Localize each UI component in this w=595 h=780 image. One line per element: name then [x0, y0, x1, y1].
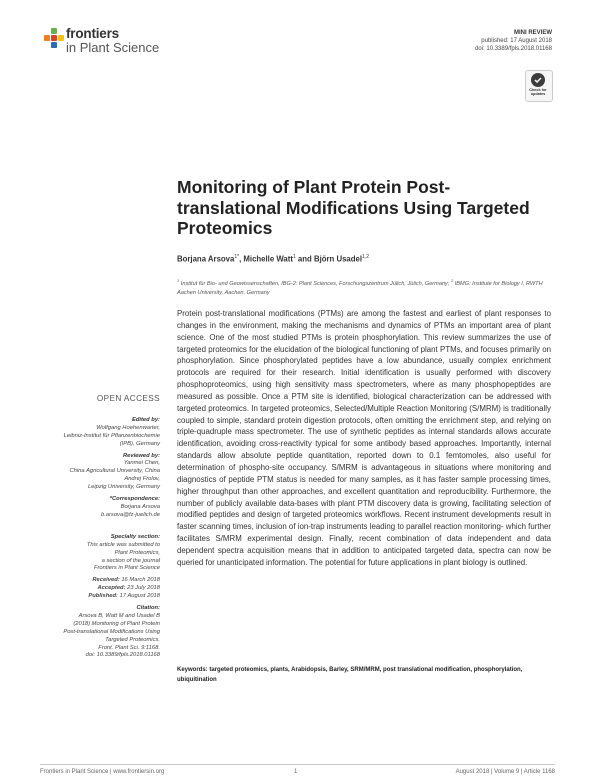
reviewer-line: Andrej Frolov,	[124, 476, 160, 483]
footer-journal-link[interactable]: Frontiers in Plant Science | www.frontiersin.org	[40, 769, 165, 775]
specialty-line: Plant Proteomics,	[114, 549, 160, 556]
citation-line: Targeted Proteomics.	[105, 636, 160, 643]
article-doi[interactable]: doi: 10.3389/fpls.2018.01168	[475, 46, 552, 52]
specialty-line: This article was submitted to	[86, 541, 160, 548]
article-type: MINI REVIEW	[513, 30, 552, 36]
frontiers-logo-icon	[44, 27, 64, 49]
citation-line: (2018) Monitoring of Plant Protein	[73, 620, 160, 627]
check-for-updates-button[interactable]	[525, 70, 551, 100]
author-list: Borjana Arsova$^{1*}$, Michelle Watt$^1$ and Björn Usadel$^{1,2}$	[177, 254, 369, 264]
edited-by-label: Edited by:	[131, 416, 160, 423]
citation-label: Citation:	[136, 605, 160, 612]
specialty-line: Frontiers in Plant Science	[93, 565, 160, 572]
keywords-text: targeted proteomics, plants, Arabidopsis, Barley, SRM/MRM, post translational modification, phosphorylation, ubiquitination	[177, 667, 523, 683]
author-name[interactable]: Michelle Watt	[243, 254, 293, 264]
reviewer-line: China Agricultural University, China	[69, 468, 160, 475]
footer-divider	[40, 764, 555, 765]
editor-line: Wolfgang Hoehenwarter,	[96, 424, 160, 431]
journal-name-line2: in Plant Science	[66, 40, 160, 55]
correspondence-name: Borjana Arsova	[120, 503, 160, 510]
published-date: published: 17 August 2018	[481, 38, 552, 44]
reviewer-line: Leipzig University, Germany	[87, 484, 160, 491]
article-title: Monitoring of Plant Protein Post-translational Modifications Using Targeted Proteomics	[177, 177, 530, 238]
check-updates-label: Check for updates	[529, 88, 547, 97]
author-name[interactable]: Borjana Arsova	[177, 254, 235, 264]
specialty-line: a section of the journal	[101, 557, 160, 564]
keywords-label: Keywords:	[177, 667, 208, 673]
journal-logo[interactable]	[44, 27, 174, 63]
received-date: Received: 16 March 2018	[92, 577, 160, 584]
page-number: 1	[294, 769, 298, 775]
specialty-section-label: Specialty section:	[110, 533, 160, 540]
abstract-text: Protein post-translational modifications (PTMs) are among the fastest and earliest of plant responses to changes in the environment, making the mechanisms and dynamics of PTMs an important area of plant science. One of the most studied PTMs is protein phosphorylation. This review summarizes the use of targeted proteomics for the elucidation of the biological functioning of plant PTMs, and focuses primarily on phosphorylation. Since phosphorylated peptides have a low abundance, usually complex enrichment protocols are required for their research. Initial identification is usually performed with discovery phosphoproteomics, using high sensitivity mass spectrometers, where as many phosphopeptides are measured as possible. Once a PTM site is identified, biological characterization can be addressed with targeted proteomics. In targeted proteomics, Selected/Multiple Reaction Monitoring (S/MRM) is traditionally coupled to simple, standard protein digestion protocols, often omitting the enrichment step, and relying on triple-quadruple mass spectrometer. The use of synthetic peptides as internal standards allows accurate identification, avoiding cross-reactivity typical for some antibody based approaches. Importantly, internal standards allow absolute peptide quantitation, reported down to 0.1 femtomoles, also useful for determination of phospho-site occupancy. S/MRM is advantageous in situations where monitoring and diagnostics of peptide PTM status is needed for many samples, as it has faster sample processing times, higher throughput than other approaches, and excellent quantitation and reproducibility. Furthermore, the number of publicly available data-bases with plant PTM discovery data is growing, facilitating selection of modified peptides and design of targeted proteomics workflows. Recent instrument developments result in faster scanning times, inclusion of ion-trap instruments leading to parallel reaction monitoring- which further facilitates S/MRM experimental design. Finally, recent combination of data independent and data dependent spectra acquisition means that in addition to anticipated targeted data, spectra can now be queried for unanticipated information. The potential for future applications in plant biology is outlined.	[177, 309, 551, 567]
article-info-sidebar	[40, 395, 160, 660]
editor-line: Leibniz-Institut für Pflanzenbiochemie	[63, 432, 160, 439]
affiliations: $^1$ Institut für Bio- und Geowissenschaften, IBG-2: Plant Sciences, Forschungszentrum Jülich, Jülich, Germany; $^2$ IBMG: Institute for Biology I, RWTH Aachen University, Aachen, Germany	[177, 278, 543, 296]
author-name[interactable]: Björn Usadel	[313, 254, 363, 264]
check-updates-icon	[531, 73, 545, 87]
keywords	[177, 666, 551, 685]
citation-doi[interactable]: doi: 10.3389/fpls.2018.01168	[85, 652, 160, 659]
reviewed-by-label: Reviewed by:	[122, 452, 160, 459]
citation-line: Post-translational Modifications Using	[63, 628, 160, 635]
journal-name-line1: frontiers	[66, 26, 119, 41]
open-access-label: OPEN ACCESS	[96, 394, 160, 403]
editor-line: (IPB), Germany	[119, 440, 160, 447]
footer-issue-info: August 2018 | Volume 9 | Article 1168	[455, 769, 555, 775]
correspondence-email[interactable]: b.arsova@fz-juelich.de	[100, 511, 160, 518]
citation-line: Arsova B, Watt M and Usadel B	[78, 612, 160, 619]
accepted-date: Accepted: 23 July 2018	[97, 585, 160, 592]
citation-line: Front. Plant Sci. 9:1168.	[98, 644, 160, 651]
reviewer-line: Yanmei Chen,	[123, 460, 160, 467]
correspondence-label: *Correspondence:	[109, 496, 160, 503]
article-meta	[475, 29, 552, 53]
published-sidebar-date: Published: 17 August 2018	[88, 593, 160, 600]
